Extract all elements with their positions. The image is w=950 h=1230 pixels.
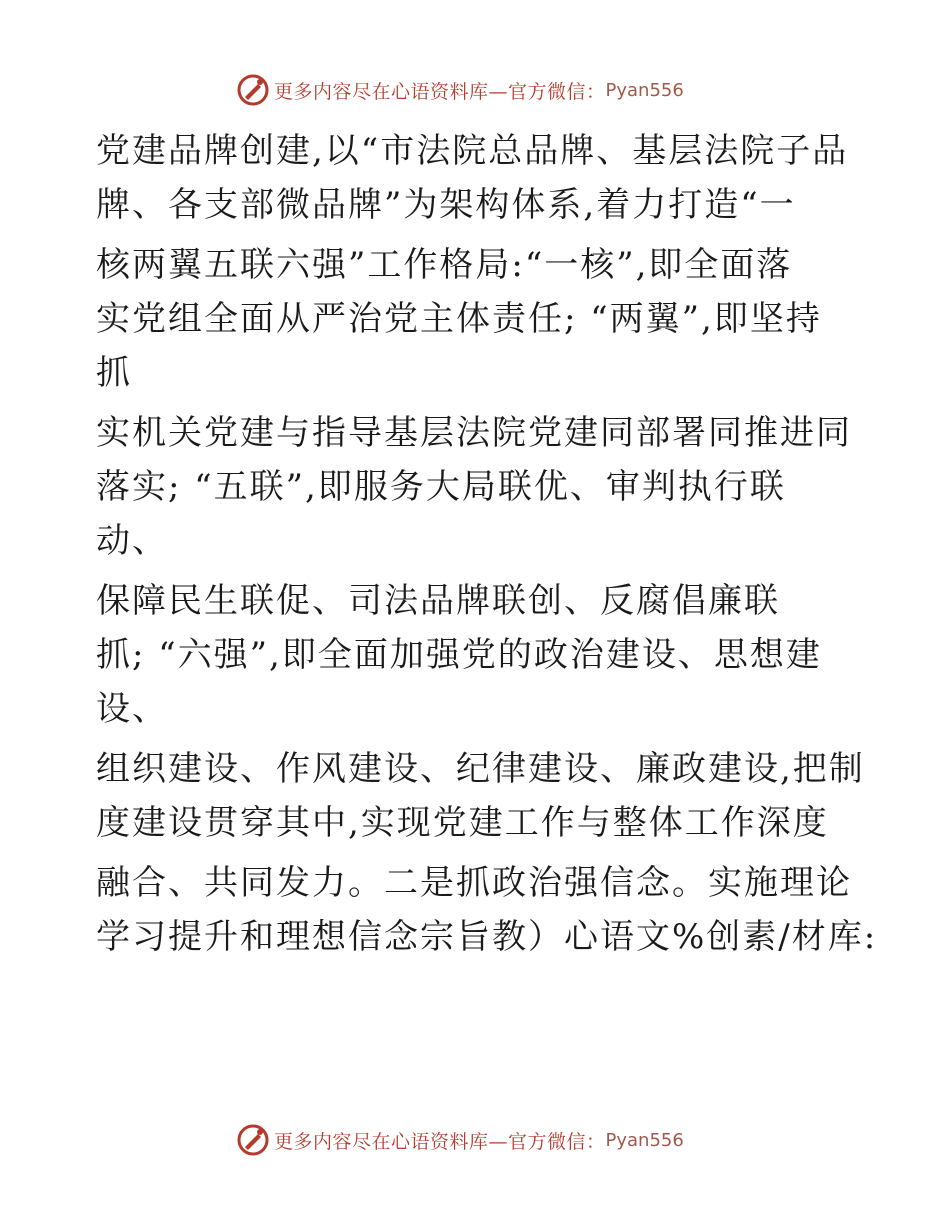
footer-watermark	[236, 1122, 684, 1158]
mouse-pen-logo-icon	[236, 1123, 270, 1157]
text-line: 实党组全面从严治党主体责任; “两翼”,即坚持	[96, 299, 822, 339]
body-text	[96, 124, 876, 964]
watermark-contact: Pyan556	[605, 1129, 684, 1151]
header-watermark	[236, 72, 684, 108]
text-line: 动、	[96, 521, 168, 561]
text-line: 学习提升和理想信念宗旨教）心语文%创素/材库:	[96, 917, 878, 957]
text-line: 融合、共同发力。二是抓政治强信念。实施理论	[96, 863, 852, 903]
text-line: 抓; “六强”,即全面加强党的政治建设、思想建	[96, 635, 822, 675]
text-line: 核两翼五联六强”工作格局:“一核”,即全面落	[96, 245, 793, 285]
text-line: 设、	[96, 689, 168, 729]
text-line: 落实; “五联”,即服务大局联优、审判执行联	[96, 467, 786, 507]
text-line: 度建设贯穿其中,实现党建工作与整体工作深度	[96, 803, 829, 843]
watermark-text: 更多内容尽在心语资料库—官方微信：	[274, 1130, 606, 1153]
text-line: 组织建设、作风建设、纪律建设、廉政建设,把制	[96, 749, 865, 789]
text-line: 党建品牌创建,以“市法院总品牌、基层法院子品	[96, 131, 849, 171]
text-line: 实机关党建与指导基层法院党建同部署同推进同	[96, 413, 852, 453]
watermark-contact: Pyan556	[605, 79, 684, 101]
mouse-pen-logo-icon	[236, 73, 270, 107]
text-line: 抓	[96, 353, 132, 393]
text-line: 保障民生联促、司法品牌联创、反腐倡廉联	[96, 581, 780, 621]
text-line: 牌、各支部微品牌”为架构体系,着力打造“一	[96, 185, 796, 225]
watermark-text: 更多内容尽在心语资料库—官方微信：	[274, 80, 606, 103]
